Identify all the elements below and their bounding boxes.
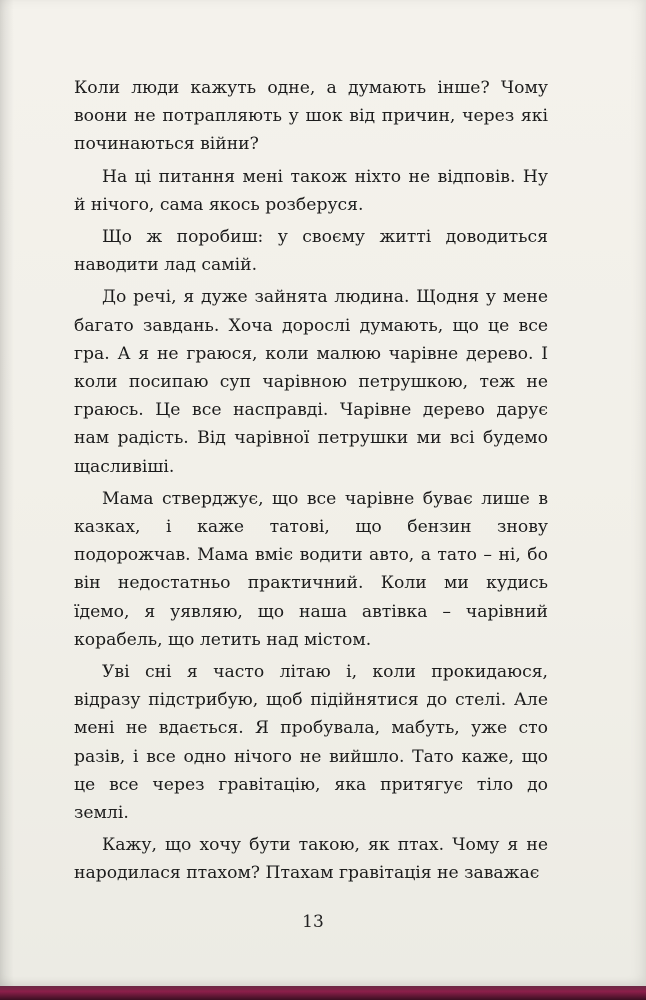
spine-shadow [0, 0, 14, 986]
book-cover-edge [0, 986, 646, 1000]
paragraph-7: Кажу, що хочу бути такою, як птах. Чому я не народилася птахом? Птахам гравітація не заважає [74, 835, 548, 884]
page-number: 13 [302, 912, 324, 932]
page-text [74, 74, 548, 892]
paragraph-4: До речі, я дуже зайнята людина. Щодня у мене багато завдань. Хоча дорослі думають, що це все гра. А я не граюся, коли малюю чарівне дерево. І коли посипаю суп чарівною петрушкою, теж не граюсь. Це все насправді. Чарівне дерево дарує нам радість. Від чарівної петрушки ми всі будемо щасливіші. [74, 287, 548, 477]
paragraph-6: Уві сні я часто літаю і, коли прокидаюся, відразу підстрибую, щоб підійнятися до стелі. Але мені не вдається. Я пробувала, мабуть, уже сто разів, і все одно нічого не вийшло. Тато каже, що це все через гравітацію, яка притягує тіло до землі. [74, 662, 548, 824]
paragraph-5: Мама стверджує, що все чарівне буває лише в казках, і каже татові, що бензин знову подорожчав. Мама вміє водити авто, а тато – ні, бо він недостатньо практичний. Коли ми кудись їдемо, я уявляю, що наша автівка – чарівний корабель, що летить над містом. [74, 488, 548, 650]
paragraph-2: На ці питання мені також ніхто не відповів. Ну й нічого, сама якось розберуся. [74, 166, 548, 215]
paragraph-3: Що ж поробиш: у своєму житті доводиться наводити лад самій. [74, 227, 548, 276]
paragraph-1: Коли люди кажуть одне, а думають інше? Чому воони не потрапляють у шок від причин, через які починаються війни? [74, 78, 548, 155]
